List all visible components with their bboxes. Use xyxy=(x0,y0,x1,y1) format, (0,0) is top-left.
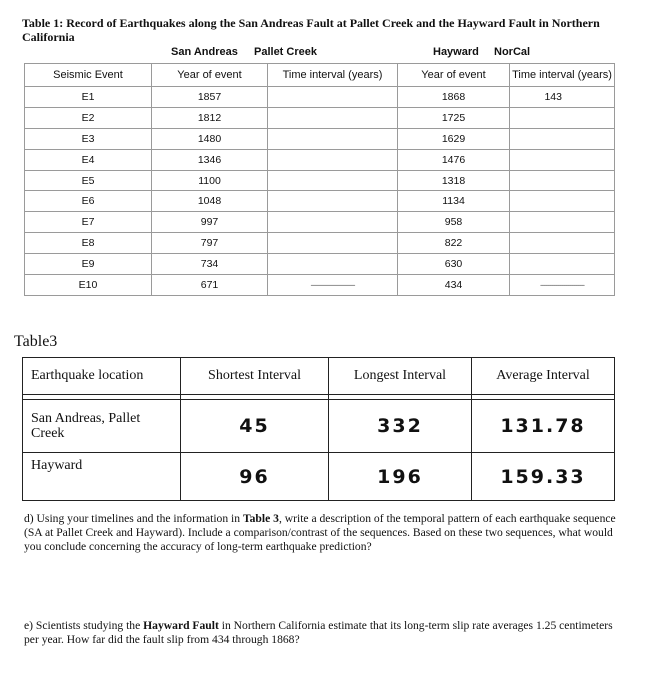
event-cell: E4 xyxy=(25,149,152,170)
sa-year-cell: 671 xyxy=(152,275,268,296)
table-row xyxy=(25,233,615,254)
hw-year-cell: 958 xyxy=(398,212,510,233)
hw-interval-cell xyxy=(510,212,615,233)
sa-interval-cell: ---------------------- xyxy=(268,275,398,296)
shortest-cell: 45 xyxy=(181,400,329,453)
hw-year-cell: 1725 xyxy=(398,107,510,128)
table-row xyxy=(25,107,615,128)
hw-interval-cell xyxy=(510,233,615,254)
header-sa-year: Year of event xyxy=(152,64,268,87)
header-longest: Longest Interval xyxy=(329,358,472,395)
sa-year-cell: 1346 xyxy=(152,149,268,170)
table-row xyxy=(25,87,615,108)
table-row xyxy=(25,254,615,275)
question-d-prefix: d) Using your timelines and the information in xyxy=(24,512,243,525)
group-label-pallet-creek: Pallet Creek xyxy=(254,46,317,58)
sa-interval-cell xyxy=(268,254,398,275)
sa-year-cell: 734 xyxy=(152,254,268,275)
table1-group-labels xyxy=(0,46,657,62)
average-cell: 131.78 xyxy=(472,400,615,453)
header-shortest: Shortest Interval xyxy=(181,358,329,395)
table-row xyxy=(25,128,615,149)
table1-header-row xyxy=(25,64,615,87)
header-location: Earthquake location xyxy=(23,358,181,395)
question-e-text: in Northern California estimate that its long-term slip rate averages 1.25 centimeters per year. How far did the fault slip from 434 through 1868? xyxy=(24,619,613,646)
event-cell: E5 xyxy=(25,170,152,191)
sa-year-cell: 1100 xyxy=(152,170,268,191)
sa-year-cell: 1048 xyxy=(152,191,268,212)
hw-year-cell: 1134 xyxy=(398,191,510,212)
hw-year-cell: 1868 xyxy=(398,87,510,108)
question-e xyxy=(24,619,618,647)
hw-year-cell: 630 xyxy=(398,254,510,275)
header-average: Average Interval xyxy=(472,358,615,395)
interval-summary-table xyxy=(22,357,615,501)
event-cell: E1 xyxy=(25,87,152,108)
shortest-cell: 96 xyxy=(181,453,329,501)
sa-year-cell: 1480 xyxy=(152,128,268,149)
sa-interval-cell xyxy=(268,87,398,108)
header-hw-year: Year of event xyxy=(398,64,510,87)
sa-interval-cell xyxy=(268,233,398,254)
event-cell: E3 xyxy=(25,128,152,149)
table-row xyxy=(25,212,615,233)
sa-interval-cell xyxy=(268,107,398,128)
location-cell: San Andreas, Pallet Creek xyxy=(23,400,181,453)
earthquake-record-table xyxy=(24,63,615,296)
location-cell: Hayward xyxy=(23,453,181,501)
sa-year-cell: 797 xyxy=(152,233,268,254)
question-e-prefix: e) Scientists studying the xyxy=(24,619,144,632)
question-e-bold: Hayward Fault xyxy=(143,619,219,632)
sa-interval-cell xyxy=(268,128,398,149)
event-cell: E6 xyxy=(25,191,152,212)
hw-interval-cell xyxy=(510,170,615,191)
hw-interval-cell xyxy=(510,128,615,149)
table3-header-row xyxy=(23,358,615,395)
hw-interval-cell xyxy=(510,254,615,275)
table-row xyxy=(25,149,615,170)
hw-interval-cell xyxy=(510,191,615,212)
table-row xyxy=(25,191,615,212)
average-cell: 159.33 xyxy=(472,453,615,501)
event-cell: E10 xyxy=(25,275,152,296)
hw-interval-cell xyxy=(510,107,615,128)
table-row xyxy=(25,170,615,191)
hw-interval-cell: ---------------------- xyxy=(510,275,615,296)
hw-year-cell: 1476 xyxy=(398,149,510,170)
sa-interval-cell xyxy=(268,149,398,170)
table-row xyxy=(23,400,615,453)
sa-year-cell: 1812 xyxy=(152,107,268,128)
hw-year-cell: 1629 xyxy=(398,128,510,149)
header-hw-interval: Time interval (years) xyxy=(510,64,615,87)
question-d-bold: Table 3 xyxy=(242,512,279,525)
question-d xyxy=(24,512,618,554)
table1-body xyxy=(25,87,615,296)
group-label-san-andreas: San Andreas xyxy=(171,46,238,58)
hw-year-cell: 1318 xyxy=(398,170,510,191)
hw-interval-cell xyxy=(510,149,615,170)
hw-year-cell: 822 xyxy=(398,233,510,254)
sa-interval-cell xyxy=(268,170,398,191)
table-row xyxy=(23,453,615,501)
event-cell: E9 xyxy=(25,254,152,275)
group-label-hayward: Hayward xyxy=(433,46,479,58)
hw-year-cell: 434 xyxy=(398,275,510,296)
sa-year-cell: 997 xyxy=(152,212,268,233)
longest-cell: 196 xyxy=(329,453,472,501)
question-d-text: , write a description of the temporal pattern of each earthquake sequence (SA at Pallet Creek and Hayward). Include a comparison/contrast of the sequences. Based on these two sequences, what would you conclude concerning the accuracy of long-term earthquake prediction? xyxy=(24,512,616,553)
sa-year-cell: 1857 xyxy=(152,87,268,108)
table3-label: Table3 xyxy=(14,333,58,350)
event-cell: E7 xyxy=(25,212,152,233)
event-cell: E8 xyxy=(25,233,152,254)
header-sa-interval: Time interval (years) xyxy=(268,64,398,87)
sa-interval-cell xyxy=(268,191,398,212)
table-row xyxy=(25,275,615,296)
sa-interval-cell xyxy=(268,212,398,233)
event-cell: E2 xyxy=(25,107,152,128)
hw-interval-cell: 143 xyxy=(510,87,615,108)
table1-title: Table 1: Record of Earthquakes along the San Andreas Fault at Pallet Creek and the Hayward Fault in Northern California xyxy=(22,16,600,44)
header-seismic-event: Seismic Event xyxy=(25,64,152,87)
group-label-norcal: NorCal xyxy=(494,46,531,58)
longest-cell: 332 xyxy=(329,400,472,453)
